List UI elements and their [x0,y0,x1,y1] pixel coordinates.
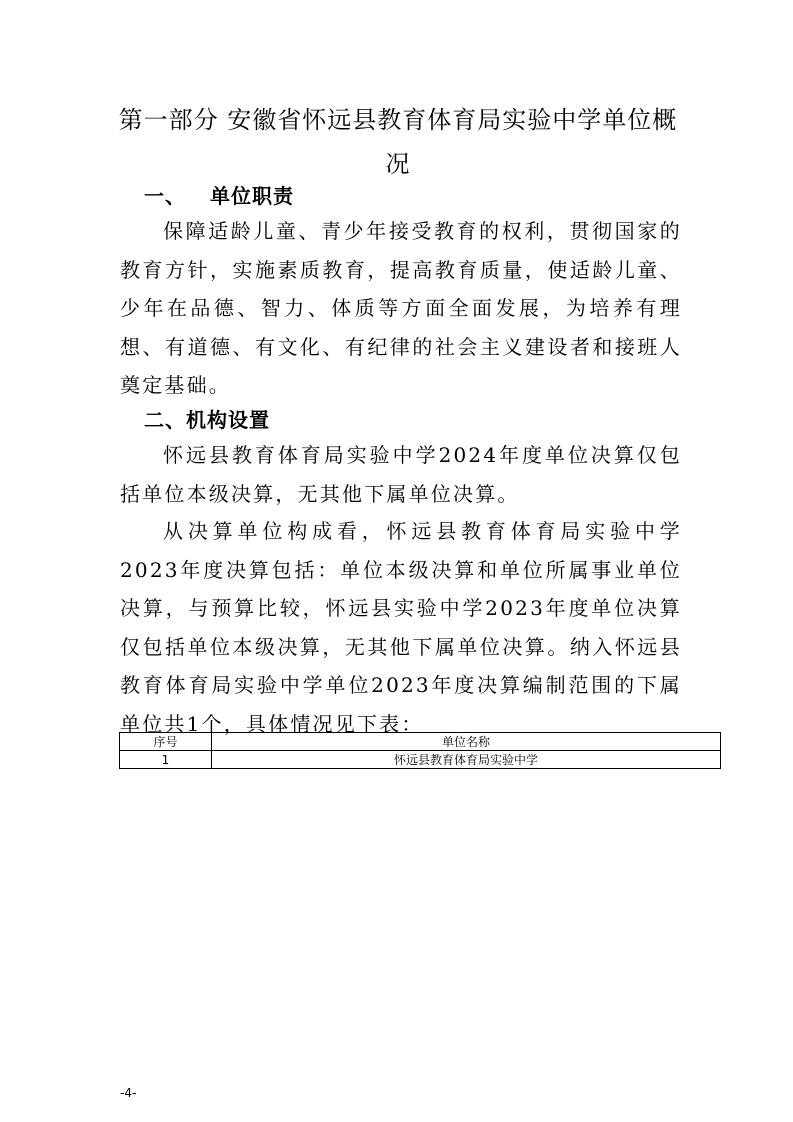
units-table [119,732,721,769]
section-heading-organization: 二、机构设置 [144,408,270,432]
table-row [120,751,721,769]
section-heading-duties [144,180,294,209]
page-title: 第一部分 安徽省怀远县教育体育局实验中学单位概况 [118,106,678,178]
section-heading-text: 单位职责 [210,184,294,208]
organization-paragraph-1: 怀远县教育体育局实验中学2024年度单位决算仅包括单位本级决算，无其他下属单位决算。 [120,443,682,506]
table-cell-unit-name: 怀远县教育体育局实验中学 [212,751,721,769]
column-header-unit-name: 单位名称 [212,733,721,751]
section-number: 一、 [144,184,186,208]
table-cell-index: 1 [120,751,212,769]
column-header-index: 序号 [120,733,212,751]
table-header-row [120,733,721,751]
page-number: -4- [120,1086,137,1100]
duties-paragraph: 保障适龄儿童、青少年接受教育的权利，贯彻国家的教育方针，实施素质教育，提高教育质量，使适龄儿童、少年在品德、智力、体质等方面全面发展，为培养有理想、有道德、有文化、有纪律的社会主义建设者和接班人奠定基础。 [120,219,682,397]
organization-paragraph-2: 从决算单位构成看，怀远县教育体育局实验中学2023年度决算包括：单位本级决算和单位所属事业单位决算，与预算比较，怀远县实验中学2023年度单位决算仅包括单位本级决算，无其他下属单位决算。纳入怀远县教育体育局实验中学单位2023年度决算编制范围的下属单位共1个，具体情况见下表： [120,519,682,736]
